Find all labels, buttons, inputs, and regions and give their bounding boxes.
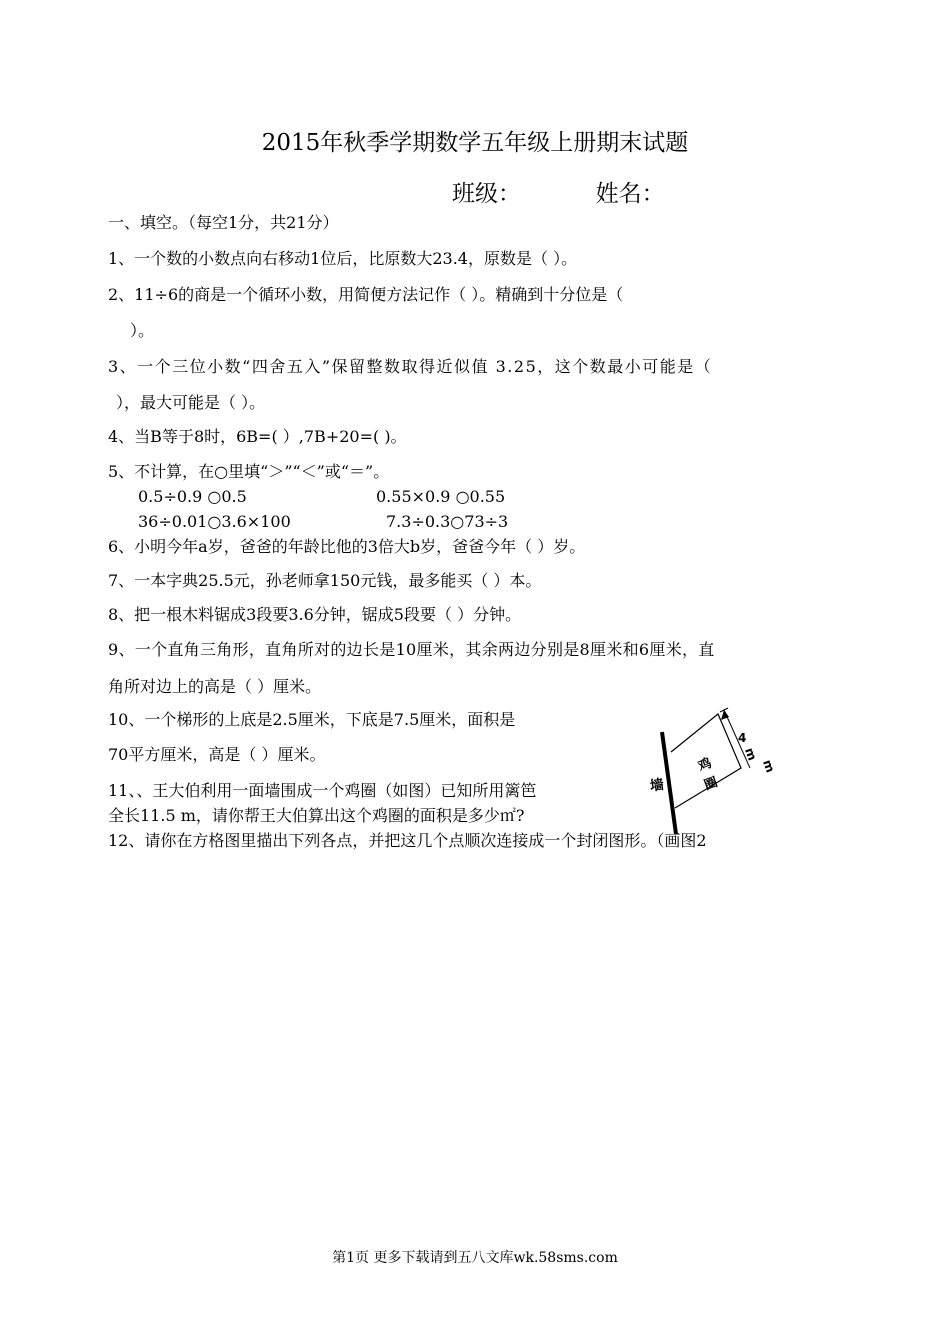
chicken-pen-figure [640, 698, 790, 838]
question-3-line-1: 3、一个三位小数“四舍五入”保留整数取得近似值 3.25，这个数最小可能是（ [108, 357, 713, 376]
question-6: 6、小明今年a岁，爸爸的年龄比他的3倍大b岁，爸爸今年（ ）岁。 [108, 537, 586, 556]
name-label: 姓名： [595, 181, 665, 207]
dimension-unit-1: m [742, 745, 760, 763]
question-5: 5、不计算，在○里填“＞”“＜”或“＝”。 [108, 462, 390, 481]
question-8: 8、把一根木料锯成3段要3.6分钟，锯成5段要（ ）分钟。 [108, 605, 522, 624]
question-5-item-2: 0.55×0.9 ○0.55 [376, 487, 506, 506]
question-10-line-1: 10、一个梯形的上底是2.5厘米，下底是7.5厘米，面积是 [108, 710, 516, 729]
question-1: 1、一个数的小数点向右移动1位后，比原数大23.4，原数是（ ）。 [108, 249, 578, 268]
dimension-value: 4 [738, 731, 747, 745]
question-5-item-1: 0.5÷0.9 ○0.5 [138, 487, 247, 506]
wall-label: 墙 [648, 776, 666, 795]
section-heading: 一、填空。（每空1分，共21分） [108, 213, 339, 232]
question-9-line-1: 9、一个直角三角形，直角所对的边长是10厘米，其余两边分别是8厘米和6厘米，直 [108, 640, 715, 659]
question-2-line-2: ）。 [130, 321, 155, 340]
question-10-line-2: 70平方厘米，高是（ ）厘米。 [108, 745, 326, 764]
question-2-line-1: 2、11÷6的商是一个循环小数，用简便方法记作（ ）。精确到十分位是（ [108, 285, 624, 304]
question-3-line-2: ），最大可能是（ ）。 [116, 393, 266, 412]
question-9-line-2: 角所对边上的高是（ ）厘米。 [108, 677, 322, 696]
dimension-unit-2: m [760, 757, 778, 775]
question-7: 7、一本字典25.5元，孙老师拿150元钱，最多能买（ ）本。 [108, 571, 542, 590]
question-11-line-2: 全长11.5 m，请你帮王大伯算出这个鸡圈的面积是多少㎡? [108, 806, 525, 825]
student-info-row [452, 175, 665, 208]
pen-label-2: 圈 [702, 774, 720, 794]
question-12: 12、请你在方格图里描出下列各点，并把这几个点顺次连接成一个封闭图形。（画图2 [108, 831, 707, 850]
question-5-item-4: 7.3÷0.3○73÷3 [386, 512, 509, 531]
class-label: 班级： [452, 181, 521, 207]
question-5-item-3: 36÷0.01○3.6×100 [138, 512, 291, 531]
question-4: 4、当B等于8时，6B=( ）,7B+20=( )。 [108, 427, 407, 446]
page-title: 2015年秋季学期数学五年级上册期末试题 [261, 130, 689, 156]
question-11-line-1: 11、、王大伯利用一面墙围成一个鸡圈（如图）已知所用篱笆 [108, 781, 537, 800]
page-footer: 第1页 更多下载请到五八文库wk.58sms.com [332, 1250, 618, 1266]
pen-label-1: 鸡 [696, 755, 714, 775]
wall-line [662, 732, 676, 834]
